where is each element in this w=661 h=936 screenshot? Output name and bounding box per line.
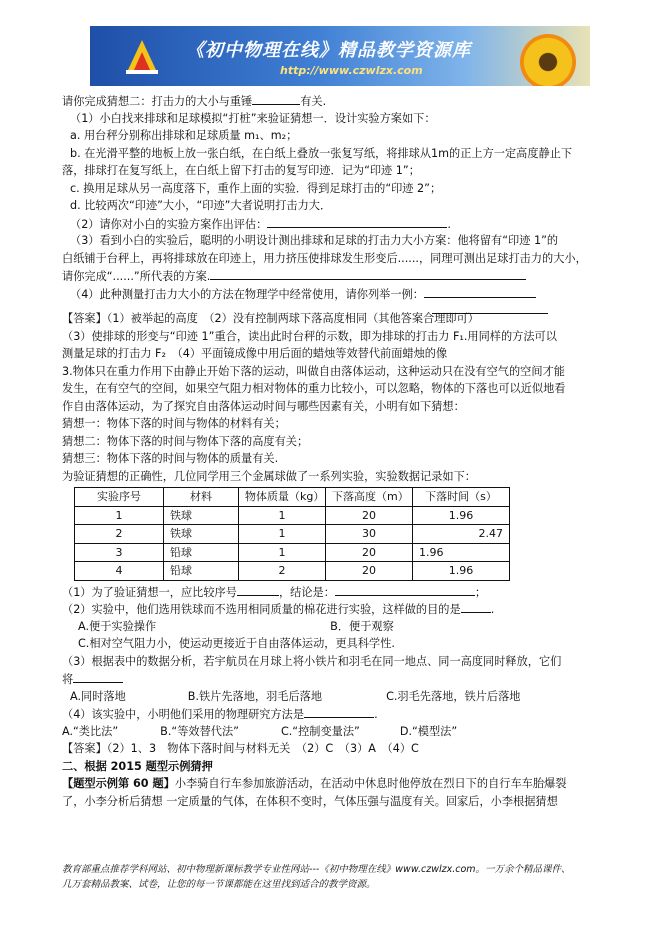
text-line: 落，排球打在复写纸上，在白纸上留下打击的复写印迹．记为“印迹 1”；: [62, 164, 420, 177]
option-b[interactable]: B.“等效替代法”: [160, 724, 239, 738]
question-line: （2）实验中，他们选用铁球而不选用相同质量的棉花进行实验，这样做的目的是 .: [62, 600, 618, 618]
option-d[interactable]: D.“模型法”: [399, 724, 458, 738]
table-cell: 铅球: [164, 543, 239, 562]
answer-blank[interactable]: [335, 583, 475, 596]
option-b[interactable]: B.铁片先落地，羽毛后落地: [187, 689, 323, 703]
guess-line: 猜想三：物体下落的时间与物体的质量有关.: [62, 452, 279, 465]
table-cell: 3: [75, 543, 164, 562]
table-cell: 1.96: [413, 562, 510, 581]
example-label: 【题型示例第 60 题】: [62, 777, 175, 790]
table-cell: 20: [326, 562, 413, 581]
text-line: 作自由落体运动，为了探究自由落体运动时间与哪些因素有关，小明有如下猜想：: [62, 399, 465, 413]
text-line: 【题型示例第 60 题】小李骑自行车参加旅游活动，在活动中休息时他停放在烈日下的自行车车胎爆裂: [62, 777, 567, 790]
example-line: （4）此种测量打击力大小的方法在物理学中经常使用，请你列举一例：: [62, 285, 618, 303]
scheme-line: 请你完成“......”所代表的方案.: [62, 267, 618, 285]
footer-line: 教育部重点推荐学科网站、初中物理新课标教学专业性网站---《初中物理在线》www.czwlzx.com。一万余个精品课件、: [62, 864, 571, 875]
option-c[interactable]: C.相对空气阻力小，使运动更接近于自由落体运动，更具科学性.: [78, 637, 395, 650]
table-row: [75, 562, 510, 581]
document-body: [62, 92, 618, 810]
banner-url[interactable]: http://www.czwlzx.com: [280, 64, 423, 77]
table-cell: 2: [239, 562, 326, 581]
answer-blank[interactable]: [267, 215, 447, 228]
table-header: 材料: [164, 488, 239, 507]
text-line: b. 在光滑平整的地板上放一张白纸，在白纸上叠放一张复写纸，将排球从1m的正上方一定高度静止下: [70, 146, 573, 160]
logo-icon: [122, 34, 162, 78]
experiment-table: [74, 487, 510, 581]
option-line: [62, 688, 618, 706]
table-row: [75, 506, 510, 525]
table-cell: 2: [75, 525, 164, 544]
table-header: 物体质量（kg）: [239, 488, 326, 507]
question-line: 将: [62, 670, 618, 688]
table-cell: 铁球: [164, 525, 239, 544]
table-row: [75, 525, 510, 544]
option-c[interactable]: C.羽毛先落地，铁片后落地: [386, 689, 521, 703]
text-line: 了，小李分析后猜想 一定质量的气体，在体积不变时，气体压强与温度有关。回家后，小李根据猜想: [62, 794, 558, 808]
option-b[interactable]: B．便于观察: [330, 619, 394, 633]
text-line: （3）看到小白的实验后，聪明的小明设计测出排球和足球的打击力大小方案：他将留有“印迹 1”的: [70, 234, 559, 247]
answer-blank[interactable]: [73, 670, 123, 683]
section-heading: 二、根据 2015 题型示例猜押: [62, 759, 213, 773]
answer-line: 测量足球的打击力 F₂ （4）平面镜成像中用后面的蜡烛等效替代前面蜡烛的像: [62, 347, 448, 360]
answer-line: （3）使排球的形变与“印迹 1”重合，读出此时台秤的示数，即为排球的打击力 F₁.用同样的方法可以: [62, 329, 557, 343]
answer-blank[interactable]: [304, 705, 374, 718]
guess-line: 猜想一：物体下落的时间与物体的材料有关；: [62, 417, 286, 430]
answer-blank[interactable]: [210, 267, 526, 280]
table-cell: 2.47: [413, 525, 510, 544]
table-header: 下落时间（s）: [413, 488, 510, 507]
text-line: a. 用台秤分别称出排球和足球质量 m₁、m₂；: [70, 129, 298, 142]
text-line: 白纸铺于台秤上，再将排球放在印迹上，用力挤压使排球发生形变后......，同理可测出足球打击力的大小，: [62, 251, 587, 265]
text-line: 为验证猜想的正确性，几位同学用三个金属球做了一系列实验，实验数据记录如下：: [62, 469, 476, 483]
footer-line: 几万套精品教案、试卷，让您的每一节课都能在这里找到适合的教学资源。: [62, 879, 376, 890]
answer-line: 【答案】（2）1、3 物体下落时间与材料无关 （2）C （3）A （4）C: [62, 742, 419, 755]
text-line: c. 换用足球从另一高度落下，重作上面的实验．得到足球打击的“印迹 2”；: [70, 181, 442, 195]
page-footer: [62, 862, 622, 892]
sunflower-image: [520, 34, 576, 86]
table-row: [75, 543, 510, 562]
banner-title: 《初中物理在线》精品教学资源库: [186, 40, 471, 61]
text-line: 3.物体只在重力作用下由静止开始下落的运动，叫做自由落体运动，这种运动只在没有空气的空间才能: [62, 364, 565, 378]
text-line: （3）根据表中的数据分析，若宇航员在月球上将小铁片和羽毛在同一地点、同一高度同时释放，它们: [62, 654, 562, 668]
table-cell: 20: [326, 506, 413, 525]
table-header-row: [75, 488, 510, 507]
table-cell: 1: [239, 543, 326, 562]
text-line: d. 比较两次“印迹”大小，“印迹”大者说明打击力大．: [70, 199, 332, 212]
table-cell: 4: [75, 562, 164, 581]
table-cell: 1: [239, 525, 326, 544]
table-cell: 铁球: [164, 506, 239, 525]
option-line: [62, 618, 618, 636]
table-header: 实验序号: [75, 488, 164, 507]
answer-blank[interactable]: [237, 583, 279, 596]
table-cell: 1.96: [413, 543, 510, 562]
option-a[interactable]: A.便于实验操作: [78, 619, 157, 633]
header-banner: [90, 26, 590, 86]
answer-blank[interactable]: [424, 285, 536, 298]
question-line: （4）该实验中，小明他们采用的物理研究方法是 .: [62, 705, 618, 723]
option-a[interactable]: A.“类比法”: [62, 724, 119, 738]
guess-two-line: 请你完成猜想二：打击力的大小与重锤 有关.: [62, 92, 618, 110]
answer-blank[interactable]: [461, 600, 491, 613]
evaluation-line: （2）请你对小白的实验方案作出评估： .: [62, 215, 618, 233]
text-line: （1）小白找来排球和足球模拟“打桩”来验证猜想一．设计实验方案如下：: [70, 111, 436, 125]
option-line: [62, 723, 618, 741]
table-cell: 1: [75, 506, 164, 525]
table-cell: 1: [239, 506, 326, 525]
text-line: 发生，在有空气的空间，如果空气阻力相对物体的重力比较小，可以忽略，物体的下落也可以近似地看: [62, 382, 566, 395]
table-cell: 铅球: [164, 562, 239, 581]
guess-line: 猜想二：物体下落的时间与物体下落的高度有关；: [62, 434, 309, 448]
table-cell: 30: [326, 525, 413, 544]
table-header: 下落高度（m）: [326, 488, 413, 507]
answer-rule: [62, 302, 618, 310]
option-c[interactable]: C.“控制变量法”: [280, 724, 360, 738]
answer-blank[interactable]: [252, 92, 300, 105]
table-cell: 1.96: [413, 506, 510, 525]
table-cell: 20: [326, 543, 413, 562]
answer-line: 【答案】（1）被举起的高度 （2）没有控制两球下落高度相同（其他答案合理即可）: [62, 312, 479, 325]
option-a[interactable]: A.同时落地: [70, 689, 126, 703]
question-line: （1）为了验证猜想一，应比较序号 ，结论是： ；: [62, 583, 618, 601]
